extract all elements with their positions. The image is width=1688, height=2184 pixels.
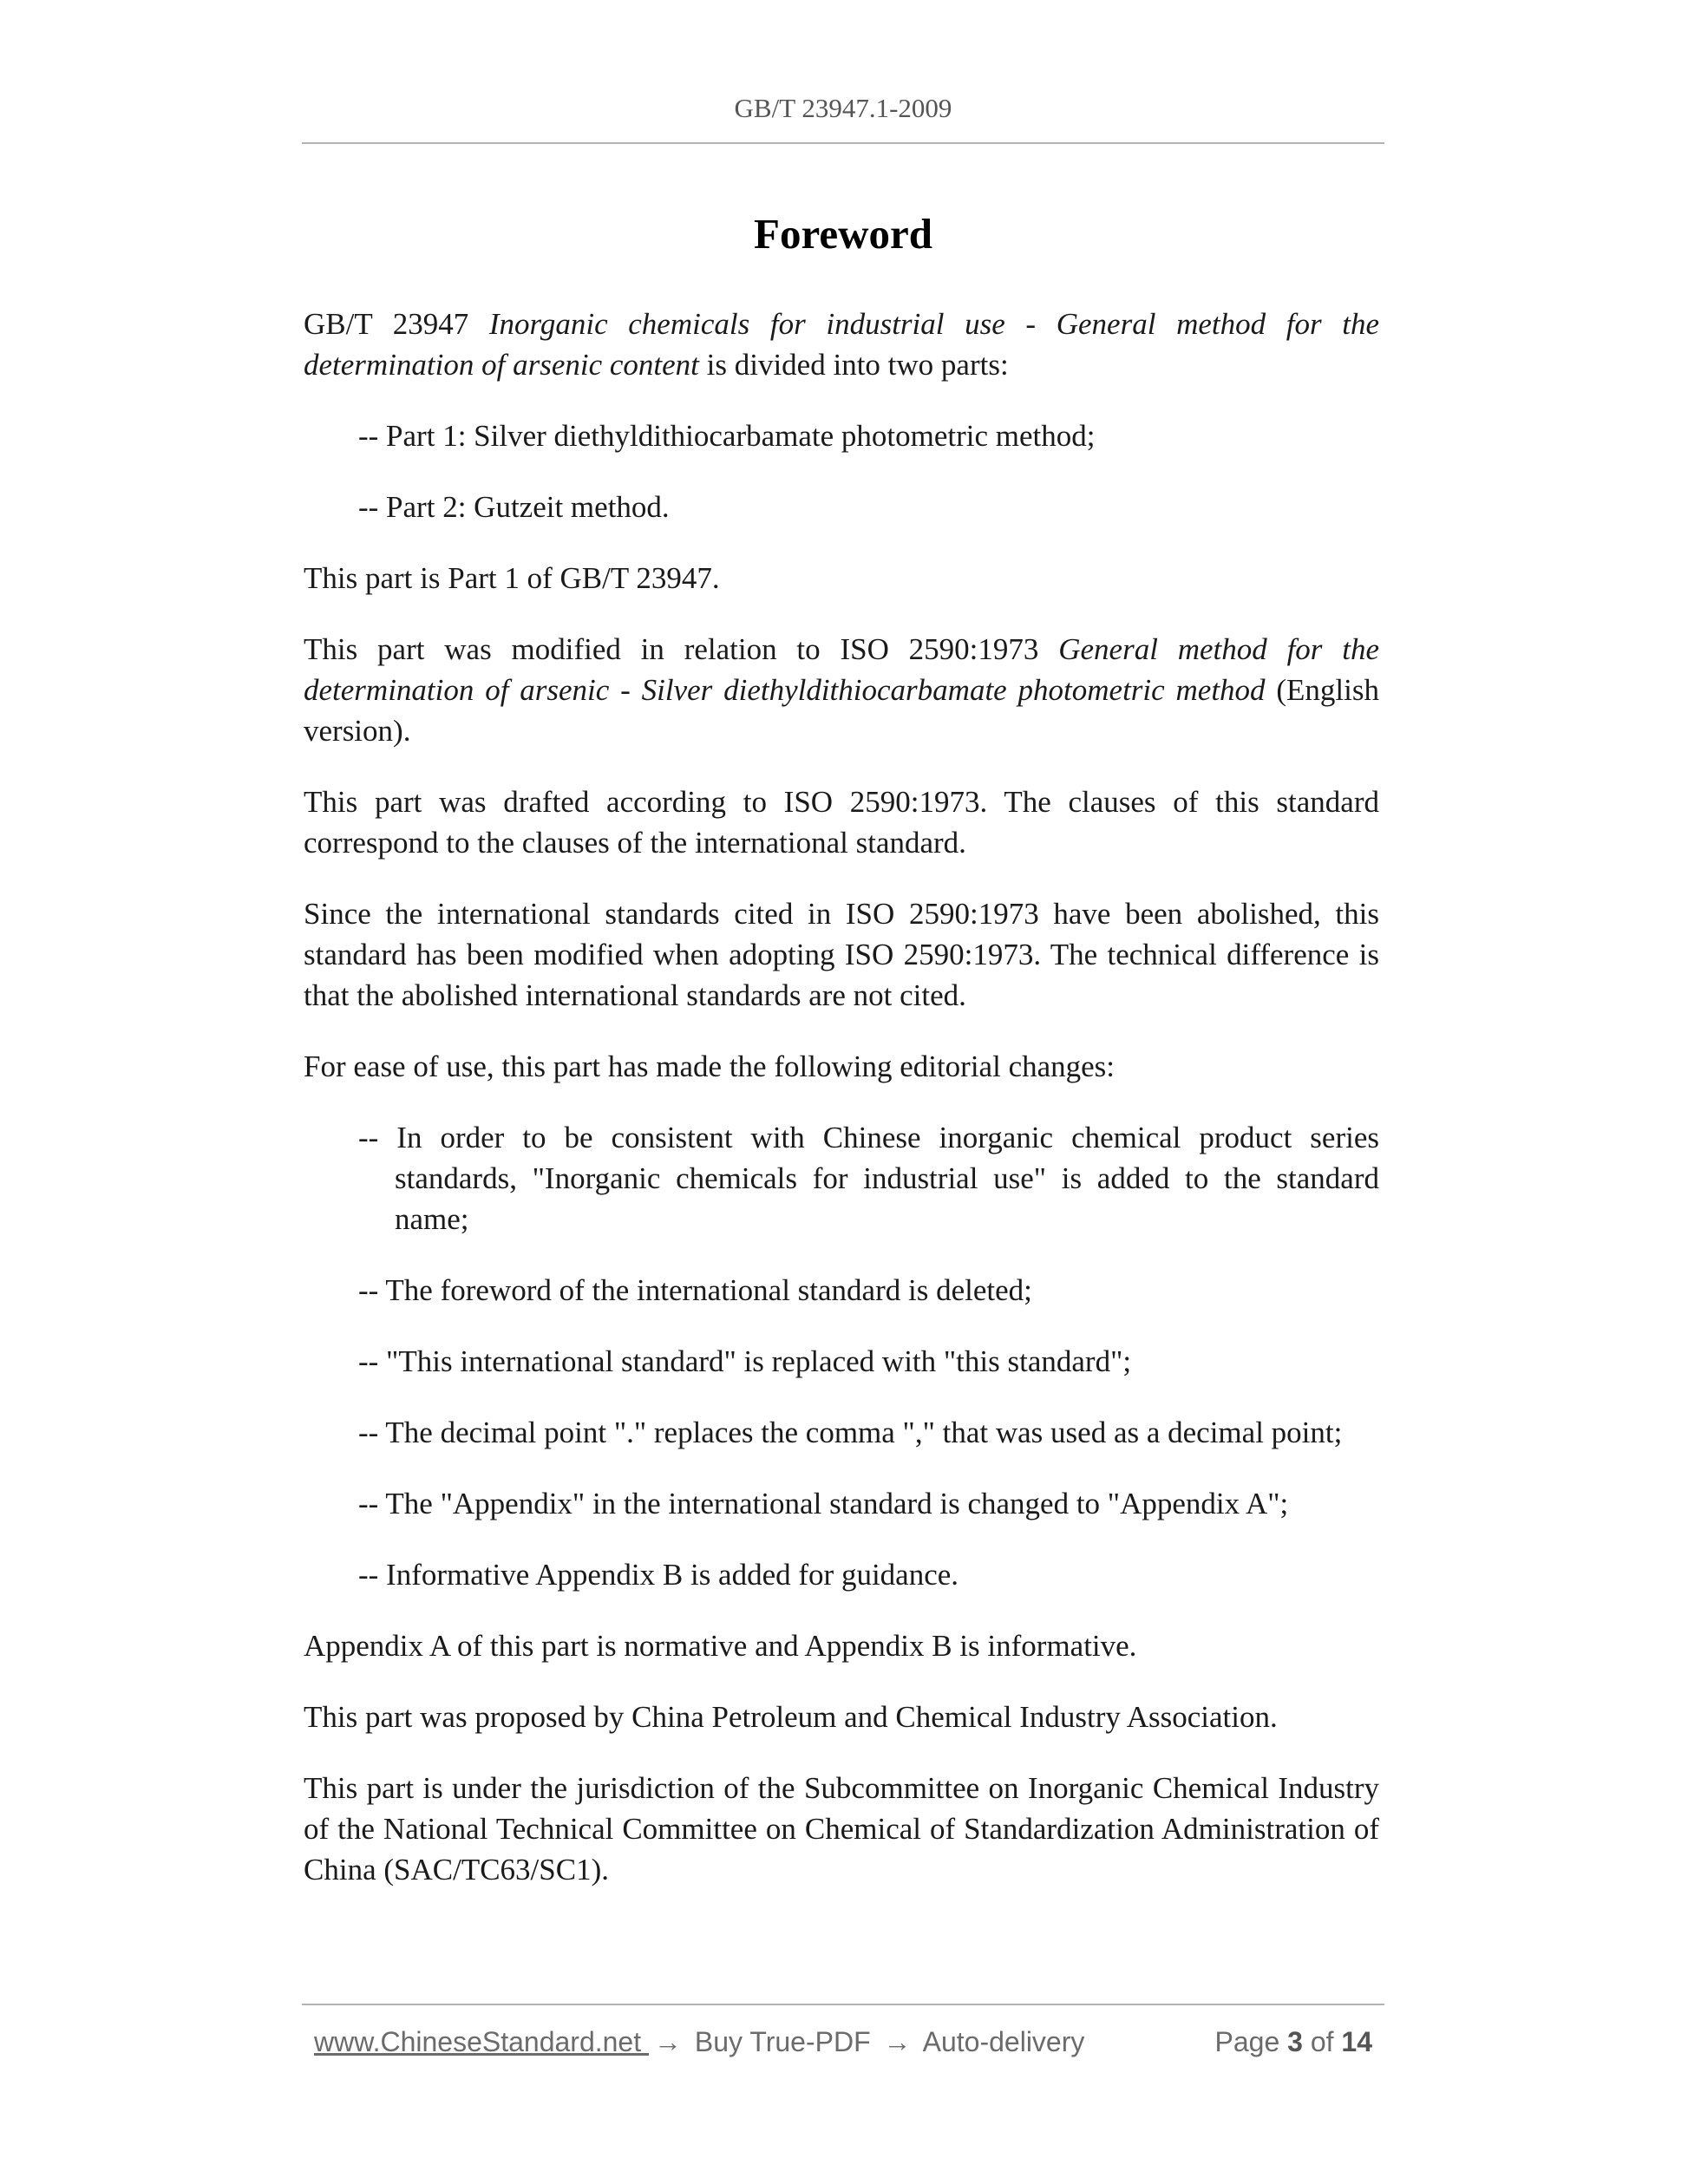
current-page: 3: [1287, 2026, 1303, 2057]
appendix-paragraph: Appendix A of this part is normative and Appendix B is informative.: [304, 1629, 1137, 1663]
intro-suffix: is divided into two parts:: [698, 348, 1009, 382]
intro-standard-title: Inorganic chemicals for industrial use - General method for the determination of arsenic content: [304, 307, 1380, 382]
of-label: of: [1302, 2026, 1342, 2057]
modified-suffix: (English version).: [304, 673, 1379, 748]
change-list-item: -- The decimal point "." replaces the comma "," that was used as a decimal point;: [358, 1416, 1343, 1449]
part-list-item: -- Part 1: Silver diethyldithiocarbamate photometric method;: [358, 419, 1096, 453]
change-list-item: -- The foreword of the international standard is deleted;: [358, 1273, 1032, 1307]
page-title: Foreword: [754, 210, 932, 258]
page-footer: [302, 2004, 1384, 2066]
abolished-paragraph: Since the international standards cited in ISO 2590:1973 have been abolished, this standard has been modified when adopting ISO 2590:1973. The technical difference is that the abolished international standards are not cited.: [304, 897, 1379, 1012]
modified-standard-title: General method for the determination of arsenic - Silver diethyldithiocarbamate photometric method: [304, 632, 1380, 707]
drafted-paragraph: This part was drafted according to ISO 2590:1973. The clauses of this standard correspond to the clauses of the international standard.: [304, 785, 1379, 860]
delivery-text: Auto-delivery: [916, 2026, 1085, 2057]
change-list-item: -- The "Appendix" in the international standard is changed to "Appendix A";: [358, 1487, 1289, 1520]
proposed-paragraph: This part was proposed by China Petroleum and Chemical Industry Association.: [304, 1700, 1278, 1734]
page-label: Page: [1214, 2026, 1288, 2057]
total-pages: 14: [1341, 2026, 1372, 2057]
arrow-right-icon: →: [654, 2026, 682, 2057]
part-list-item: -- Part 2: Gutzeit method.: [358, 490, 670, 524]
change-list-item: -- In order to be consistent with Chinese inorganic chemical product series standards, "Inorganic chemicals for industrial use" is added to the standard name;: [358, 1121, 1379, 1236]
buy-text: Buy True-PDF: [687, 2026, 879, 2057]
page-number: [1215, 2026, 1372, 2058]
ease-paragraph: For ease of use, this part has made the following editorial changes:: [304, 1049, 1116, 1083]
intro-paragraph: [304, 304, 1379, 385]
intro-prefix: GB/T 23947: [304, 307, 489, 341]
footer-promo: [314, 2026, 1084, 2058]
page-header: [302, 87, 1384, 144]
website-link[interactable]: www.ChineseStandard.net: [314, 2026, 649, 2057]
part-of-paragraph: This part is Part 1 of GB/T 23947.: [304, 561, 720, 595]
arrow-right-icon: →: [883, 2026, 912, 2057]
change-list-item: -- Informative Appendix B is added for guidance.: [358, 1558, 959, 1592]
document-body: [304, 304, 1379, 1920]
jurisdiction-paragraph: This part is under the jurisdiction of the Subcommittee on Inorganic Chemical Industry of the National Technical Committee on Chemical of Standardization Administration of China (SAC/TC63/SC1).: [304, 1771, 1379, 1886]
change-list-item: -- "This international standard" is replaced with "this standard";: [358, 1344, 1132, 1378]
modified-prefix: This part was modified in relation to ISO 2590:1973: [304, 632, 1059, 666]
standard-code: GB/T 23947.1-2009: [734, 93, 952, 123]
modified-paragraph: [304, 629, 1379, 751]
